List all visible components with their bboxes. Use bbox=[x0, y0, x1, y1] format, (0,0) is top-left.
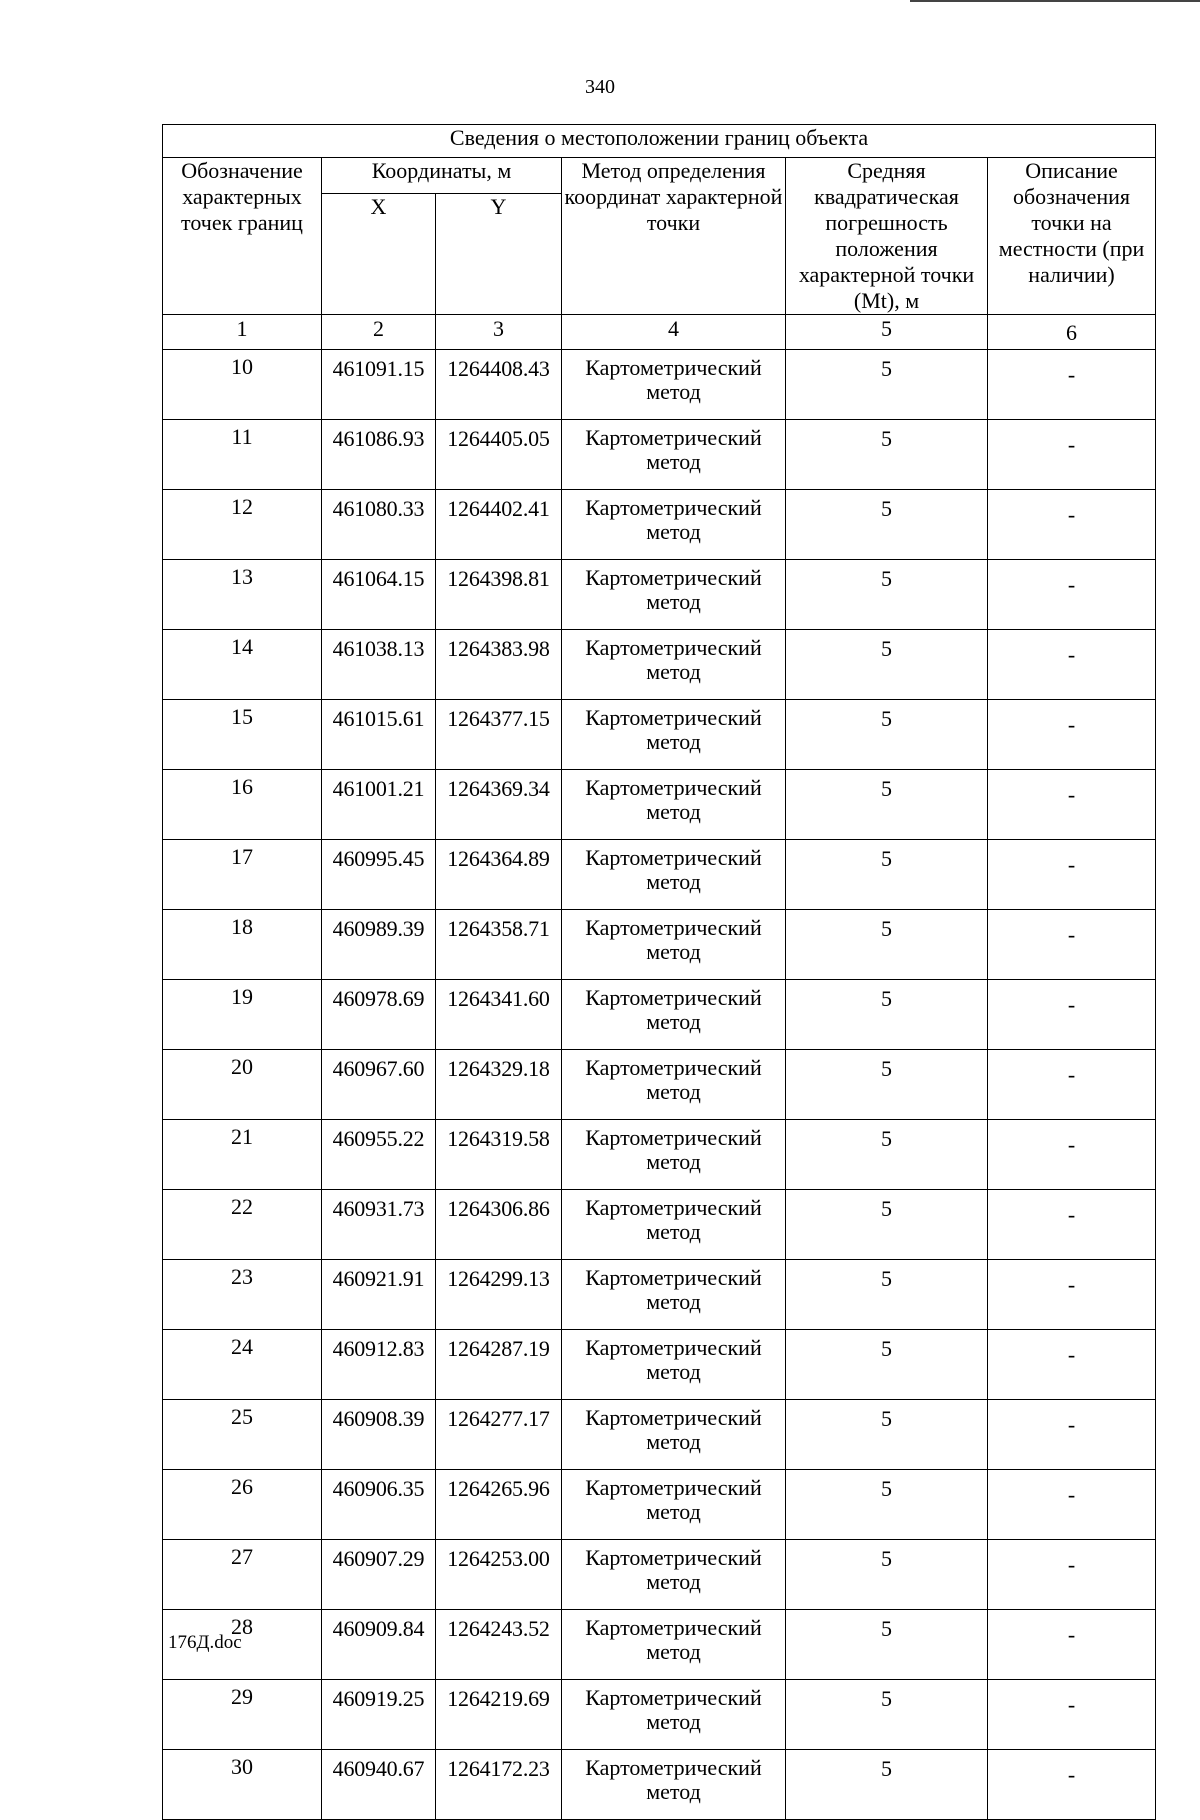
point-cell: 17 bbox=[163, 840, 322, 910]
table-row bbox=[163, 980, 1156, 1050]
description-cell: - bbox=[988, 420, 1156, 490]
method-cell: Картометрический метод bbox=[562, 1750, 786, 1820]
point-cell: 28 bbox=[163, 1610, 322, 1680]
x-coordinate-cell: 460906.35 bbox=[322, 1470, 436, 1540]
x-coordinate-cell: 460909.84 bbox=[322, 1610, 436, 1680]
y-coordinate-cell: 1264405.05 bbox=[436, 420, 562, 490]
header-method: Метод определения координат характерной точки bbox=[562, 158, 786, 315]
x-coordinate-cell: 460978.69 bbox=[322, 980, 436, 1050]
x-coordinate-cell: 460967.60 bbox=[322, 1050, 436, 1120]
description-cell: - bbox=[988, 980, 1156, 1050]
description-cell: - bbox=[988, 560, 1156, 630]
description-cell: - bbox=[988, 700, 1156, 770]
point-cell: 21 bbox=[163, 1120, 322, 1190]
x-coordinate-cell: 461064.15 bbox=[322, 560, 436, 630]
top-edge-rule bbox=[910, 0, 1200, 2]
y-coordinate-cell: 1264377.15 bbox=[436, 700, 562, 770]
table-row bbox=[163, 770, 1156, 840]
table-row bbox=[163, 1120, 1156, 1190]
footer-filename: 176Д.doc bbox=[168, 1632, 242, 1653]
boundary-coordinates-table bbox=[162, 124, 1156, 1820]
method-cell: Картометрический метод bbox=[562, 1680, 786, 1750]
table-row bbox=[163, 1610, 1156, 1680]
x-coordinate-cell: 460940.67 bbox=[322, 1750, 436, 1820]
method-cell: Картометрический метод bbox=[562, 1540, 786, 1610]
method-cell: Картометрический метод bbox=[562, 490, 786, 560]
header-x: X bbox=[322, 194, 436, 315]
description-cell: - bbox=[988, 1540, 1156, 1610]
table-row bbox=[163, 1400, 1156, 1470]
error-cell: 5 bbox=[786, 1610, 988, 1680]
table-row bbox=[163, 1470, 1156, 1540]
method-cell: Картометрический метод bbox=[562, 1050, 786, 1120]
method-cell: Картометрический метод bbox=[562, 980, 786, 1050]
header-coords: Координаты, м bbox=[322, 158, 562, 194]
description-cell: - bbox=[988, 1190, 1156, 1260]
method-cell: Картометрический метод bbox=[562, 1190, 786, 1260]
y-coordinate-cell: 1264277.17 bbox=[436, 1400, 562, 1470]
error-cell: 5 bbox=[786, 1680, 988, 1750]
point-cell: 24 bbox=[163, 1330, 322, 1400]
description-cell: - bbox=[988, 840, 1156, 910]
y-coordinate-cell: 1264287.19 bbox=[436, 1330, 562, 1400]
x-coordinate-cell: 461091.15 bbox=[322, 350, 436, 420]
column-number: 4 bbox=[562, 315, 786, 350]
error-cell: 5 bbox=[786, 910, 988, 980]
column-number: 5 bbox=[786, 315, 988, 350]
header-point: Обозначение характерных точек границ bbox=[163, 158, 322, 315]
description-cell: - bbox=[988, 630, 1156, 700]
description-cell: - bbox=[988, 1120, 1156, 1190]
table-row bbox=[163, 1330, 1156, 1400]
error-cell: 5 bbox=[786, 350, 988, 420]
point-cell: 11 bbox=[163, 420, 322, 490]
table-row bbox=[163, 630, 1156, 700]
column-number: 1 bbox=[163, 315, 322, 350]
error-cell: 5 bbox=[786, 1260, 988, 1330]
table-row bbox=[163, 1750, 1156, 1820]
error-cell: 5 bbox=[786, 980, 988, 1050]
x-coordinate-cell: 461086.93 bbox=[322, 420, 436, 490]
table-row bbox=[163, 560, 1156, 630]
header-description: Описание обозначения точки на местности (при наличии) bbox=[988, 158, 1156, 315]
point-cell: 30 bbox=[163, 1750, 322, 1820]
error-cell: 5 bbox=[786, 700, 988, 770]
description-cell: - bbox=[988, 1680, 1156, 1750]
point-cell: 25 bbox=[163, 1400, 322, 1470]
description-cell: - bbox=[988, 1470, 1156, 1540]
y-coordinate-cell: 1264329.18 bbox=[436, 1050, 562, 1120]
method-cell: Картометрический метод bbox=[562, 840, 786, 910]
point-cell: 27 bbox=[163, 1540, 322, 1610]
table-row bbox=[163, 1190, 1156, 1260]
y-coordinate-cell: 1264265.96 bbox=[436, 1470, 562, 1540]
point-cell: 29 bbox=[163, 1680, 322, 1750]
point-cell: 14 bbox=[163, 630, 322, 700]
x-coordinate-cell: 460907.29 bbox=[322, 1540, 436, 1610]
y-coordinate-cell: 1264398.81 bbox=[436, 560, 562, 630]
point-cell: 16 bbox=[163, 770, 322, 840]
point-cell: 23 bbox=[163, 1260, 322, 1330]
method-cell: Картометрический метод bbox=[562, 1400, 786, 1470]
method-cell: Картометрический метод bbox=[562, 770, 786, 840]
error-cell: 5 bbox=[786, 770, 988, 840]
description-cell: - bbox=[988, 1750, 1156, 1820]
table-row bbox=[163, 420, 1156, 490]
error-cell: 5 bbox=[786, 490, 988, 560]
x-coordinate-cell: 460908.39 bbox=[322, 1400, 436, 1470]
point-cell: 19 bbox=[163, 980, 322, 1050]
error-cell: 5 bbox=[786, 1400, 988, 1470]
error-cell: 5 bbox=[786, 1470, 988, 1540]
point-cell: 10 bbox=[163, 350, 322, 420]
point-cell: 20 bbox=[163, 1050, 322, 1120]
error-cell: 5 bbox=[786, 1330, 988, 1400]
error-cell: 5 bbox=[786, 630, 988, 700]
x-coordinate-cell: 461080.33 bbox=[322, 490, 436, 560]
y-coordinate-cell: 1264402.41 bbox=[436, 490, 562, 560]
x-coordinate-cell: 460919.25 bbox=[322, 1680, 436, 1750]
method-cell: Картометрический метод bbox=[562, 1610, 786, 1680]
description-cell: - bbox=[988, 1330, 1156, 1400]
y-coordinate-cell: 1264306.86 bbox=[436, 1190, 562, 1260]
point-cell: 22 bbox=[163, 1190, 322, 1260]
table-row bbox=[163, 1260, 1156, 1330]
point-cell: 15 bbox=[163, 700, 322, 770]
table-row bbox=[163, 840, 1156, 910]
table-row bbox=[163, 1680, 1156, 1750]
error-cell: 5 bbox=[786, 1750, 988, 1820]
x-coordinate-cell: 460921.91 bbox=[322, 1260, 436, 1330]
page-number: 340 bbox=[585, 76, 615, 98]
y-coordinate-cell: 1264253.00 bbox=[436, 1540, 562, 1610]
method-cell: Картометрический метод bbox=[562, 560, 786, 630]
description-cell: - bbox=[988, 770, 1156, 840]
y-coordinate-cell: 1264383.98 bbox=[436, 630, 562, 700]
error-cell: 5 bbox=[786, 1120, 988, 1190]
error-cell: 5 bbox=[786, 560, 988, 630]
description-cell: - bbox=[988, 350, 1156, 420]
column-number: 2 bbox=[322, 315, 436, 350]
table-row bbox=[163, 700, 1156, 770]
y-coordinate-cell: 1264358.71 bbox=[436, 910, 562, 980]
table-row bbox=[163, 490, 1156, 560]
error-cell: 5 bbox=[786, 1540, 988, 1610]
header-y: Y bbox=[436, 194, 562, 315]
description-cell: - bbox=[988, 1400, 1156, 1470]
error-cell: 5 bbox=[786, 840, 988, 910]
y-coordinate-cell: 1264172.23 bbox=[436, 1750, 562, 1820]
error-cell: 5 bbox=[786, 1050, 988, 1120]
point-cell: 26 bbox=[163, 1470, 322, 1540]
x-coordinate-cell: 461038.13 bbox=[322, 630, 436, 700]
description-cell: - bbox=[988, 1610, 1156, 1680]
method-cell: Картометрический метод bbox=[562, 700, 786, 770]
description-cell: - bbox=[988, 1050, 1156, 1120]
method-cell: Картометрический метод bbox=[562, 420, 786, 490]
table-row bbox=[163, 910, 1156, 980]
method-cell: Картометрический метод bbox=[562, 1120, 786, 1190]
x-coordinate-cell: 460931.73 bbox=[322, 1190, 436, 1260]
description-cell: - bbox=[988, 1260, 1156, 1330]
x-coordinate-cell: 460955.22 bbox=[322, 1120, 436, 1190]
method-cell: Картометрический метод bbox=[562, 910, 786, 980]
description-cell: - bbox=[988, 910, 1156, 980]
header-error: Средняя квадратическая погрешность положения характерной точки (Mt), м bbox=[786, 158, 988, 315]
y-coordinate-cell: 1264341.60 bbox=[436, 980, 562, 1050]
method-cell: Картометрический метод bbox=[562, 630, 786, 700]
x-coordinate-cell: 460912.83 bbox=[322, 1330, 436, 1400]
x-coordinate-cell: 460989.39 bbox=[322, 910, 436, 980]
y-coordinate-cell: 1264369.34 bbox=[436, 770, 562, 840]
point-cell: 13 bbox=[163, 560, 322, 630]
point-cell: 12 bbox=[163, 490, 322, 560]
y-coordinate-cell: 1264219.69 bbox=[436, 1680, 562, 1750]
error-cell: 5 bbox=[786, 1190, 988, 1260]
y-coordinate-cell: 1264408.43 bbox=[436, 350, 562, 420]
table-row bbox=[163, 1540, 1156, 1610]
y-coordinate-cell: 1264319.58 bbox=[436, 1120, 562, 1190]
x-coordinate-cell: 460995.45 bbox=[322, 840, 436, 910]
x-coordinate-cell: 461001.21 bbox=[322, 770, 436, 840]
table-caption: Сведения о местоположении границ объекта bbox=[163, 125, 1156, 158]
method-cell: Картометрический метод bbox=[562, 1260, 786, 1330]
column-number: 6 bbox=[988, 315, 1156, 350]
x-coordinate-cell: 461015.61 bbox=[322, 700, 436, 770]
table-row bbox=[163, 1050, 1156, 1120]
column-number: 3 bbox=[436, 315, 562, 350]
table-row bbox=[163, 350, 1156, 420]
method-cell: Картометрический метод bbox=[562, 1330, 786, 1400]
table-body bbox=[163, 350, 1156, 1820]
y-coordinate-cell: 1264364.89 bbox=[436, 840, 562, 910]
y-coordinate-cell: 1264243.52 bbox=[436, 1610, 562, 1680]
point-cell: 18 bbox=[163, 910, 322, 980]
description-cell: - bbox=[988, 490, 1156, 560]
y-coordinate-cell: 1264299.13 bbox=[436, 1260, 562, 1330]
method-cell: Картометрический метод bbox=[562, 350, 786, 420]
error-cell: 5 bbox=[786, 420, 988, 490]
method-cell: Картометрический метод bbox=[562, 1470, 786, 1540]
